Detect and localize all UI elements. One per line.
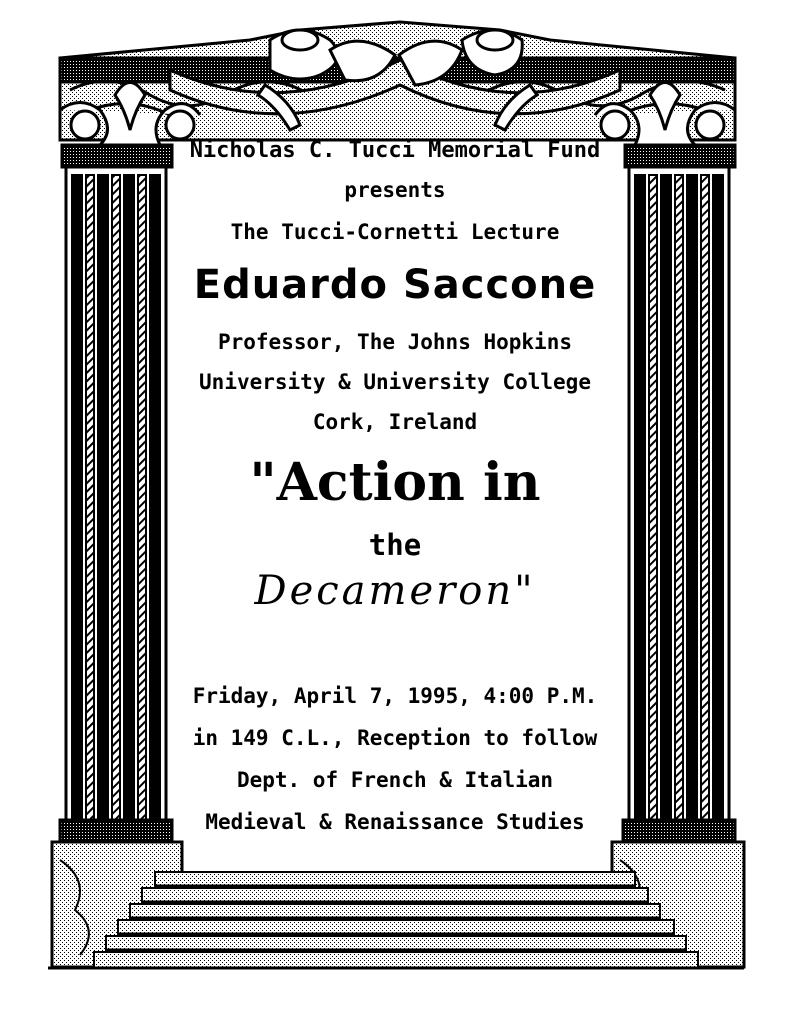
program-line: Medieval & Renaissance Studies	[205, 810, 585, 834]
lecture-title-line-2: the	[368, 528, 422, 562]
affiliation-line-2: University & University College	[199, 370, 591, 394]
lecture-series-line: The Tucci-Cornetti Lecture	[230, 220, 560, 244]
date-time-line: Friday, April 7, 1995, 4:00 P.M.	[192, 684, 598, 708]
location-line: in 149 C.L., Reception to follow	[192, 726, 598, 750]
presents-line: presents	[344, 178, 446, 202]
affiliation-line-3: Cork, Ireland	[312, 410, 478, 434]
affiliation-line-1: Professor, The Johns Hopkins	[217, 330, 572, 354]
department-line: Dept. of French & Italian	[236, 768, 554, 792]
lecture-title-line-1: "Action in	[249, 452, 541, 513]
lecture-title-line-3: Decameron"	[254, 568, 536, 614]
speaker-name: Eduardo Saccone	[193, 262, 597, 308]
sponsor-line: Nicholas C. Tucci Memorial Fund	[189, 138, 601, 163]
